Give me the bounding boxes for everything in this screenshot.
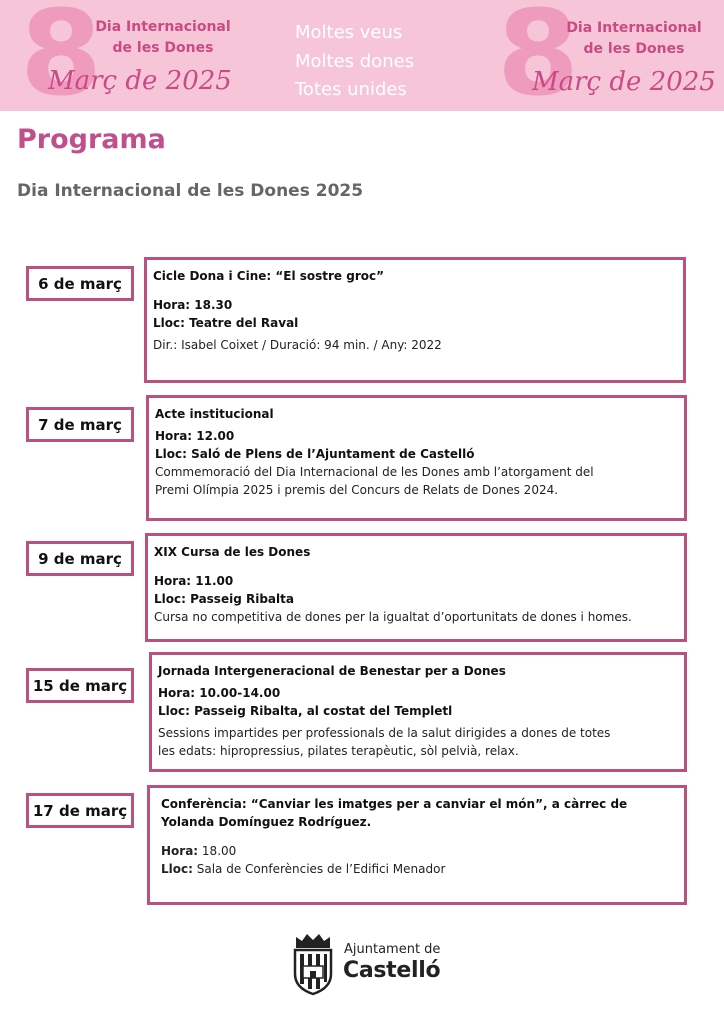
dia-line1-right: Dia Internacional — [566, 20, 702, 36]
event-card-2 — [146, 395, 687, 521]
event-desc-line-2: les edats: hipropressius, pilates terapèutic, sòl pelvià, relax. — [158, 744, 519, 758]
dia-internacional-right — [549, 18, 719, 60]
ajuntament-castello-logo — [287, 932, 447, 998]
slogan-line-2: Moltes dones — [295, 50, 415, 72]
date-7-marc: 7 de març — [26, 407, 134, 442]
dia-line2-right: de les Dones — [583, 41, 685, 57]
event-hora: Hora: 10.00-14.00 — [158, 686, 281, 700]
big-eight-left: 8 — [20, 0, 103, 111]
event-title: Acte institucional — [155, 407, 274, 421]
dia-internacional-left — [78, 17, 248, 59]
event-lloc: Lloc: Passeig Ribalta, al costat del Templetl — [158, 704, 453, 718]
event-lloc: Lloc: Teatre del Raval — [153, 316, 299, 330]
slogan-line-3: Totes unides — [295, 79, 407, 100]
lloc-label: Lloc: — [161, 862, 193, 876]
event-card-4 — [149, 652, 687, 772]
date-9-marc: 9 de març — [26, 541, 134, 576]
event-title: XIX Cursa de les Dones — [154, 545, 311, 559]
event-desc-line-1: Commemoració del Dia Internacional de les Dones amb l’atorgament del — [155, 465, 594, 479]
date-6-marc: 6 de març — [26, 266, 134, 301]
big-eight-right: 8 — [497, 0, 580, 111]
hora-value: 18.00 — [198, 844, 237, 858]
event-title-line-1: Conferència: “Canviar les imatges per a canviar el món”, a càrrec de — [161, 797, 628, 811]
logo-line-2: Castelló — [343, 958, 441, 983]
slogan — [295, 19, 455, 105]
header-banner — [0, 0, 724, 111]
event-title-line-2: Yolanda Domínguez Rodríguez. — [161, 815, 372, 829]
marc-2025-left: Març de 2025 — [48, 66, 232, 96]
event-card-1 — [144, 257, 686, 383]
event-lloc: Lloc: Saló de Plens de l’Ajuntament de Castelló — [155, 447, 475, 461]
dia-line1-left: Dia Internacional — [95, 19, 231, 35]
date-15-marc: 15 de març — [26, 668, 134, 703]
castello-crest-icon — [287, 932, 339, 998]
event-desc: Cursa no competitiva de dones per la igualtat d’oportunitats de dones i homes. — [154, 610, 632, 624]
logo-line-1: Ajuntament de — [344, 942, 441, 957]
event-card-5 — [147, 785, 687, 905]
marc-2025-right: Març de 2025 — [532, 67, 716, 97]
lloc-value: Sala de Conferències de l’Edifici Menador — [192, 862, 446, 876]
page-subtitle: Dia Internacional de les Dones 2025 — [17, 181, 364, 201]
event-hora: Hora: 11.00 — [154, 574, 234, 588]
event-desc-line-2: Premi Olímpia 2025 i premis del Concurs de Relats de Dones 2024. — [155, 483, 559, 497]
event-lloc — [161, 860, 678, 878]
event-hora — [161, 842, 678, 860]
page-title: Programa — [17, 124, 166, 155]
date-17-marc: 17 de març — [26, 793, 134, 828]
event-hora: Hora: 12.00 — [155, 429, 235, 443]
event-title: Cicle Dona i Cine: “El sostre groc” — [153, 269, 384, 283]
event-desc-line-1: Sessions impartides per professionals de la salut dirigides a dones de totes — [158, 726, 611, 740]
dia-line2-left: de les Dones — [112, 40, 214, 56]
event-card-3 — [145, 533, 687, 642]
event-hora: Hora: 18.30 — [153, 298, 233, 312]
event-lloc: Lloc: Passeig Ribalta — [154, 592, 294, 606]
event-title: Jornada Intergeneracional de Benestar per a Dones — [158, 664, 506, 678]
hora-label: Hora: — [161, 844, 199, 858]
slogan-line-1: Moltes veus — [295, 22, 403, 43]
event-desc: Dir.: Isabel Coixet / Duració: 94 min. / Any: 2022 — [153, 338, 442, 352]
